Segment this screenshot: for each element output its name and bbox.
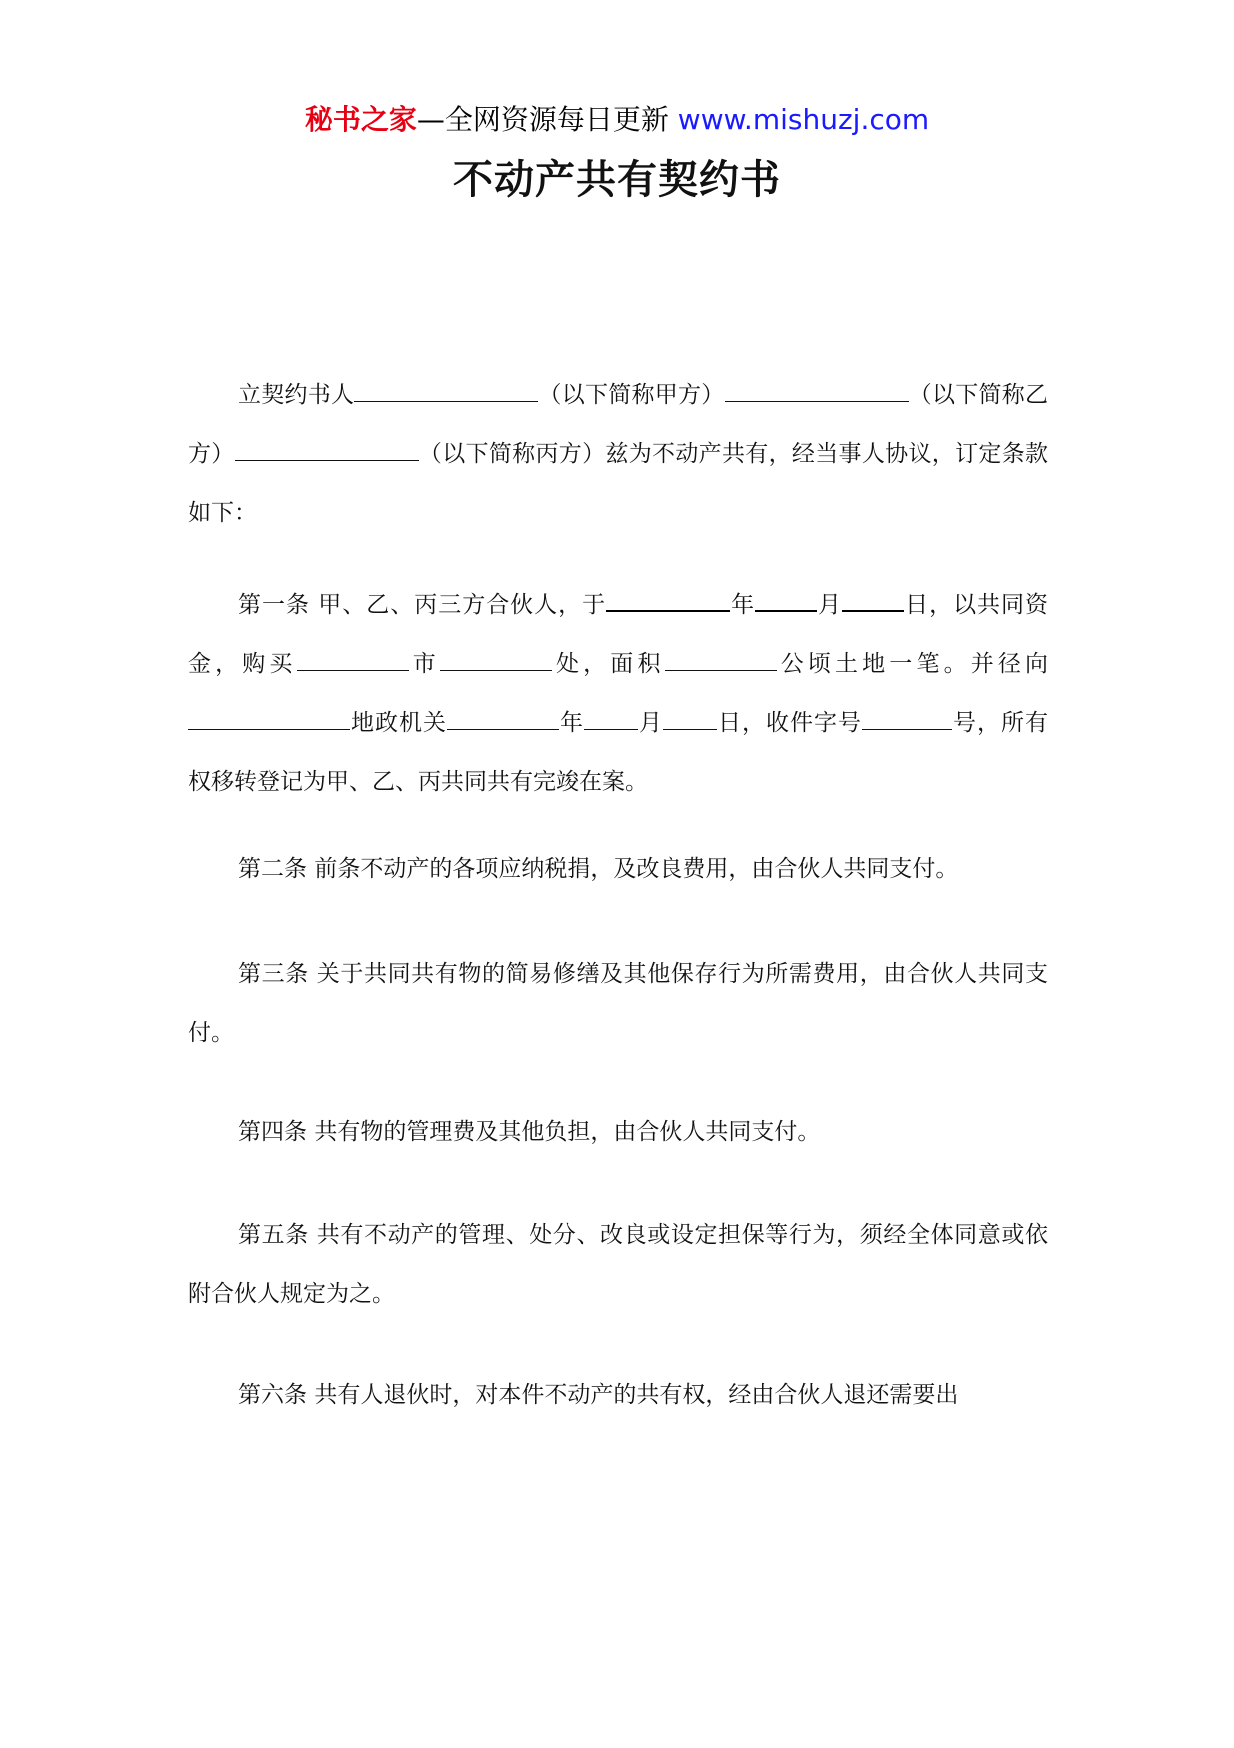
register-year-blank[interactable] [447, 707, 559, 730]
receipt-number-blank[interactable] [862, 707, 952, 730]
area-blank[interactable] [665, 648, 777, 671]
purchase-month-blank[interactable] [755, 588, 817, 612]
intro-paragraph: 立契约书人 （以下简称甲方） （以下简称乙方） （以下简称丙方）兹为不动产共有，经当事人协议，订定条款如下： [188, 366, 1048, 543]
register-month-blank[interactable] [584, 707, 638, 730]
article-3-label: 第三条 [238, 961, 309, 987]
article-4-section [188, 1103, 1048, 1162]
site-brand: 秘书之家 [304, 103, 417, 136]
article-1-label: 第一条 [238, 592, 310, 618]
article-2-section [188, 840, 1048, 899]
article-3-paragraph: 第三条 关于共同共有物的简易修缮及其他保存行为所需费用，由合伙人共同支付。 [188, 961, 1049, 1046]
purchase-year-blank[interactable] [606, 588, 730, 612]
intro-section [188, 366, 1048, 543]
article-6-paragraph: 第六条 共有人退伙时，对本件不动产的共有权，经由合伙人退还需要出 [238, 1382, 959, 1408]
article-4-paragraph: 第四条 共有物的管理费及其他负担，由合伙人共同支付。 [238, 1119, 821, 1145]
party-c-blank[interactable] [235, 438, 419, 461]
article-3-section [188, 945, 1048, 1063]
land-office-blank[interactable] [188, 707, 350, 730]
article-2-label: 第二条 [238, 856, 307, 882]
article-5-paragraph: 第五条 共有不动产的管理、处分、改良或设定担保等行为，须经全体同意或依附合伙人规定为之。 [188, 1222, 1049, 1307]
site-url-link[interactable]: www.mishuzj.com [677, 103, 930, 136]
site-slogan: —全网资源每日更新 [416, 103, 669, 136]
purchase-day-blank[interactable] [842, 588, 904, 612]
party-b-blank[interactable] [725, 379, 909, 402]
article-6-label: 第六条 [238, 1382, 307, 1408]
article-2-paragraph: 第二条 前条不动产的各项应纳税捐，及改良费用，由合伙人共同支付。 [238, 856, 959, 882]
location-blank[interactable] [440, 648, 552, 671]
register-day-blank[interactable] [663, 707, 717, 730]
city-blank[interactable] [297, 648, 409, 671]
article-6-section [188, 1366, 1048, 1425]
article-1-paragraph: 第一条 甲、乙、丙三方合伙人，于 年 月 日，以共同资金，购买 市 处，面积 公顷土地一笔。并径向地政机关 年 月 日，收件字号 号，所有权移转登记为甲、乙、丙共同共有完竣在案。 [188, 576, 1048, 812]
article-4-label: 第四条 [238, 1119, 307, 1145]
party-a-blank[interactable] [354, 379, 538, 402]
article-5-label: 第五条 [238, 1222, 309, 1248]
article-1-section [188, 576, 1048, 812]
site-header [0, 100, 1234, 140]
document-title: 不动产共有契约书 [453, 157, 781, 203]
article-5-section [188, 1206, 1048, 1324]
